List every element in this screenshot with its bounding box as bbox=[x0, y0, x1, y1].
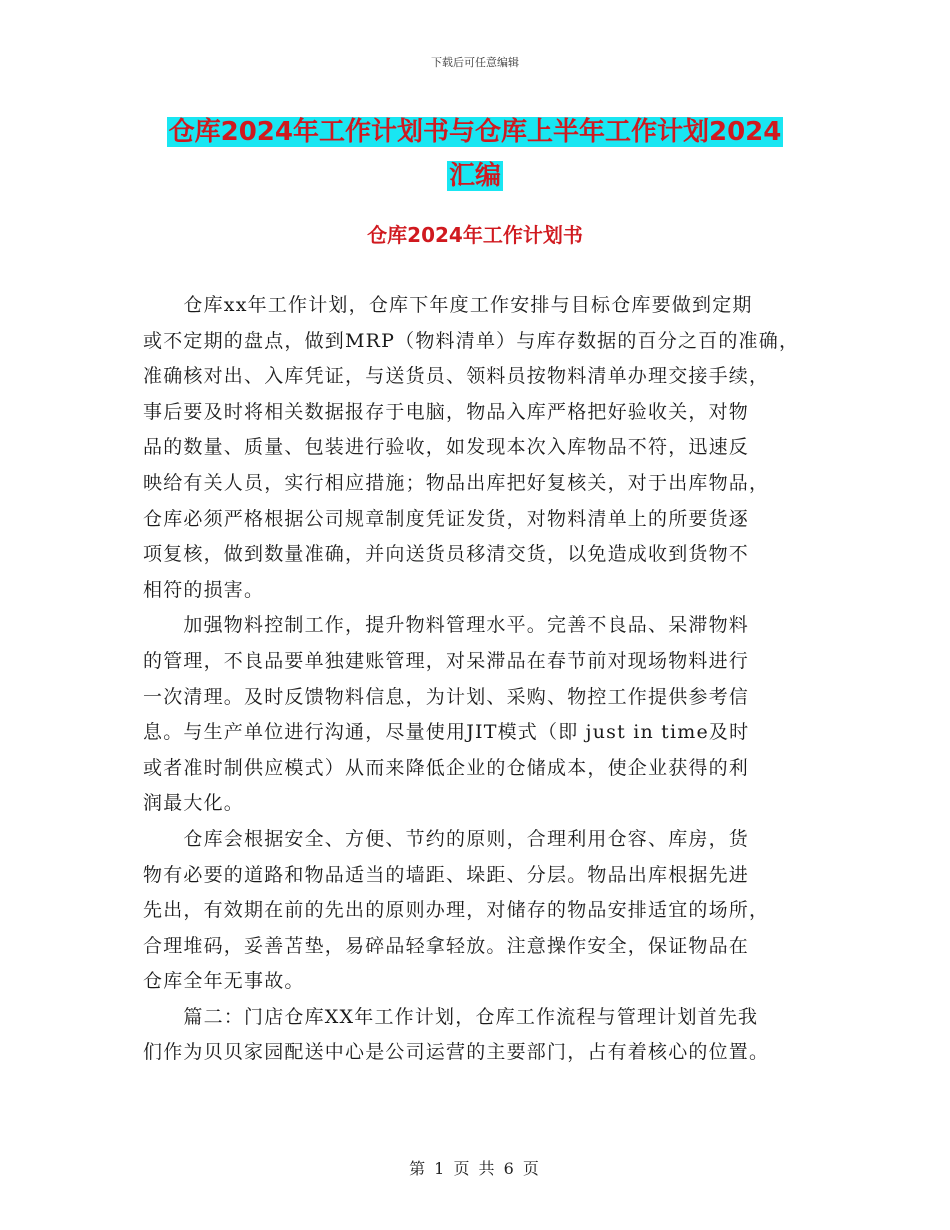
paragraph-line: 们作为贝贝家园配送中心是公司运营的主要部门，占有着核心的位置。 bbox=[143, 1041, 770, 1064]
page-footer: 第 1 页 共 6 页 bbox=[409, 1159, 541, 1178]
header-note: 下载后可任意编辑 bbox=[431, 56, 519, 69]
paragraph bbox=[143, 288, 823, 608]
paragraph-line: 或不定期的盘点，做到MRP（物料清单）与库存数据的百分之百的准确， bbox=[143, 329, 800, 352]
paragraph-line: 事后要及时将相关数据报存于电脑，物品入库严格把好验收关，对物 bbox=[143, 400, 750, 423]
paragraph-line: 加强物料控制工作，提升物料管理水平。完善不良品、呆滞物料 bbox=[143, 614, 750, 637]
paragraph-line: 项复核，做到数量准确，并向送货员移清交货，以免造成收到货物不 bbox=[143, 543, 750, 566]
paragraph-line: 的管理，不良品要单独建账管理，对呆滞品在春节前对现场物料进行 bbox=[143, 649, 750, 672]
paragraph-line: 一次清理。及时反馈物料信息，为计划、采购、物控工作提供参考信 bbox=[143, 685, 750, 708]
paragraph-line: 物有必要的道路和物品适当的墙距、垛距、分层。物品出库根据先进 bbox=[143, 863, 750, 886]
paragraph-line: 润最大化。 bbox=[143, 792, 245, 815]
paragraph-line: 相符的损害。 bbox=[143, 578, 265, 601]
paragraph bbox=[143, 822, 823, 1000]
paragraph bbox=[143, 608, 823, 822]
paragraph-line: 息。与生产单位进行沟通，尽量使用JIT模式（即 just in time及时 bbox=[143, 721, 750, 744]
paragraph bbox=[143, 1000, 823, 1071]
document-title-line-1: 仓库2024年工作计划书与仓库上半年工作计划2024 bbox=[168, 117, 782, 147]
paragraph-line: 映给有关人员，实行相应措施；物品出库把好复核关，对于出库物品， bbox=[143, 471, 770, 494]
paragraph-line: 篇二：门店仓库XX年工作计划，仓库工作流程与管理计划首先我 bbox=[143, 1005, 759, 1028]
paragraph-line: 仓库必须严格根据公司规章制度凭证发货，对物料清单上的所要货逐 bbox=[143, 507, 750, 530]
paragraph-line: 准确核对出、入库凭证，与送货员、领料员按物料清单办理交接手续， bbox=[143, 365, 770, 388]
paragraph-line: 或者准时制供应模式）从而来降低企业的仓储成本，使企业获得的利 bbox=[143, 756, 750, 779]
document-title-line-2: 汇编 bbox=[448, 161, 501, 191]
paragraph-line: 先出，有效期在前的先出的原则办理，对储存的物品安排适宜的场所， bbox=[143, 899, 770, 922]
paragraph-line: 品的数量、质量、包装进行验收，如发现本次入库物品不符，迅速反 bbox=[143, 436, 750, 459]
document-title bbox=[0, 110, 950, 198]
paragraph-line: 仓库xx年工作计划，仓库下年度工作安排与目标仓库要做到定期 bbox=[143, 294, 753, 316]
paragraph-line: 仓库全年无事故。 bbox=[143, 970, 305, 993]
document-body bbox=[143, 288, 823, 1071]
paragraph-line: 合理堆码，妥善苫垫，易碎品轻拿轻放。注意操作安全，保证物品在 bbox=[143, 934, 750, 957]
paragraph-line: 仓库会根据安全、方便、节约的原则，合理利用仓容、库房，货 bbox=[143, 827, 750, 850]
section-title: 仓库2024年工作计划书 bbox=[367, 223, 583, 247]
